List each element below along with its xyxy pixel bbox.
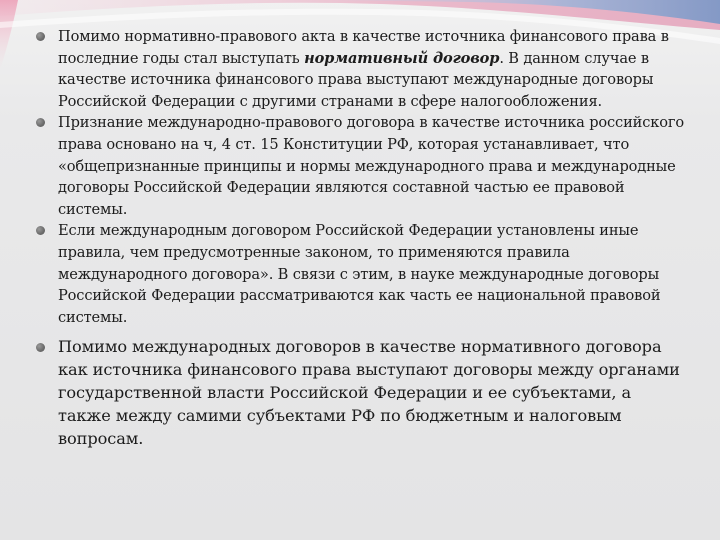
bullet-text-4: Помимо международных договоров в качестве нормативного договора как источника финансового права выступают договоры между органами государственной власти Российской Федерации и ее субъектами, а также между самими субъектами РФ по бюджетным и налоговым вопросам. bbox=[58, 337, 680, 448]
bullet-item-1 bbox=[36, 26, 686, 112]
bullet-text-1b: . В данном случае в качестве источника финансового права выступают международные договоры Российской Федерации с другими странами в сфере налогообложения. bbox=[58, 49, 654, 110]
bullet-icon bbox=[36, 343, 45, 352]
bullet-item-3 bbox=[36, 220, 686, 328]
bullet-icon bbox=[36, 32, 45, 41]
bullet-text-1-emphasis: нормативный договор bbox=[304, 49, 500, 67]
bullet-icon bbox=[36, 226, 45, 235]
bullet-icon bbox=[36, 118, 45, 127]
bullet-item-2 bbox=[36, 112, 686, 220]
bullet-item-4 bbox=[36, 336, 686, 450]
left-accent bbox=[0, 0, 18, 70]
bullet-text-2: Признание международно-правового договора в качестве источника российского права основано на ч, 4 ст. 15 Конституции РФ, которая устанавливает, что «общепризнанные принципы и нормы международного права и международные договоры Российской Федерации являются составной частью ее правовой системы. bbox=[58, 114, 684, 218]
bullet-text-3: Если международным договором Российской Федерации установлены иные правила, чем предусмотренные законом, то применяются правила международного договора». В связи с этим, в науке международные договоры Российской Федерации рассматриваются как часть ее национальной правовой системы. bbox=[58, 222, 661, 326]
bullet-list bbox=[36, 26, 686, 450]
bullet-text-1a: Помимо нормативно-правового акта в качестве источника финансового права в последние годы стал выступать bbox=[58, 28, 669, 67]
